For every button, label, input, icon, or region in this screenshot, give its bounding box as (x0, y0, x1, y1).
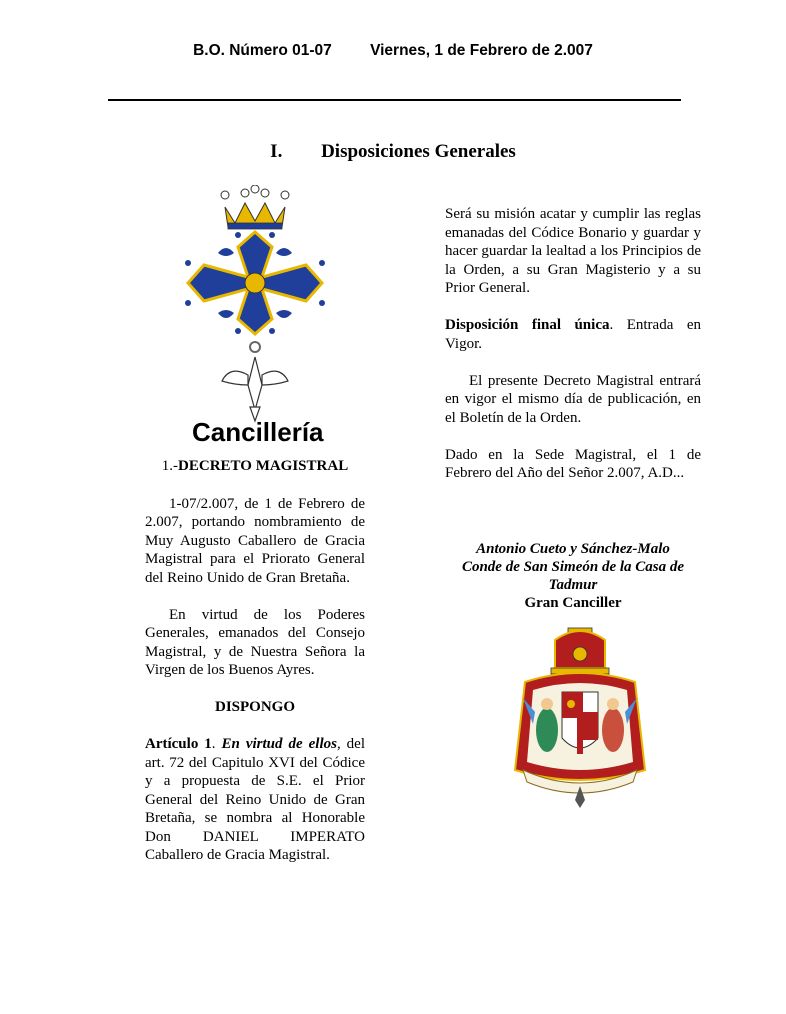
bulletin-header (0, 42, 786, 60)
signatory-name: Antonio Cueto y Sánchez-Malo (476, 541, 670, 557)
articulo-separator: . (211, 736, 222, 752)
cancilleria-title: Cancillería (192, 417, 324, 447)
bulletin-number: B.O. Número 01-07 (193, 42, 332, 59)
decreto-number: 1.- (161, 458, 179, 474)
disposicion-label: Disposición final única (445, 317, 610, 333)
crown-icon (551, 628, 609, 674)
section-name: Disposiciones Generales (321, 141, 516, 162)
bulletin-date: Viernes, 1 de Febrero de 2.007 (370, 42, 593, 59)
mission-paragraph: Será su misión acatar y cumplir las reglas emanadas del Códice Bonario y guardar y hacer guardar la lealtad a los Principios de la Orden, a su Gran Magisterio y a su Prior General. (445, 206, 701, 296)
signature-block (445, 540, 701, 612)
header-rule (108, 99, 681, 101)
dado-paragraph: Dado en la Sede Magistral, el 1 de Febrero del Año del Señor 2.007, A.D... (445, 446, 701, 481)
articulo-label: Artículo 1 (145, 736, 212, 752)
maltese-cross-icon (185, 232, 325, 334)
decreto-paragraph-1: 1-07/2.007, de 1 de Febrero de 2.007, portando nombramiento de Muy Augusto Caballero de Gracia Magistral para el Priorato General del Reino Unido de Gran Bretaña. (145, 495, 365, 586)
coat-of-arms-icon (505, 620, 655, 810)
section-number: I. (270, 141, 283, 162)
section-title (0, 141, 786, 163)
articulo-text: , del art. 72 del Capitulo XVI del Códice y a propuesta de S.E. el Prior General del Reino Unido de Gran Bretaña, se nombra al Honorable Don DANIEL IMPERATO Caballero de Gracia Magistral. (145, 736, 365, 863)
articulo-paragraph (145, 735, 365, 865)
left-column (145, 457, 365, 865)
decreto-paragraph-2: En virtud de los Poderes Generales, emanados del Consejo Magistral, y de Nuestra Señora la Virgen de los Buenos Ayres. (145, 606, 365, 678)
signatory-title: Conde de San Simeón de la Casa de Tadmur (461, 559, 685, 593)
order-cross-emblem-icon (180, 185, 330, 425)
dispongo-heading: DISPONGO (214, 699, 295, 715)
articulo-italic: En virtud de ellos (221, 736, 337, 752)
dove-icon (222, 357, 288, 421)
vigor-paragraph: El presente Decreto Magistral entrará en vigor el mismo día de publicación, en el Boletín de la Orden. (445, 372, 701, 426)
decreto-heading (145, 457, 365, 476)
disposicion-paragraph (445, 316, 701, 353)
disposicion-text: . Entrada en Vigor. (445, 317, 701, 352)
crown-icon (221, 185, 289, 229)
right-column (445, 205, 701, 483)
signatory-role: Gran Canciller (524, 595, 622, 611)
decreto-title: DECRETO MAGISTRAL (178, 458, 349, 474)
